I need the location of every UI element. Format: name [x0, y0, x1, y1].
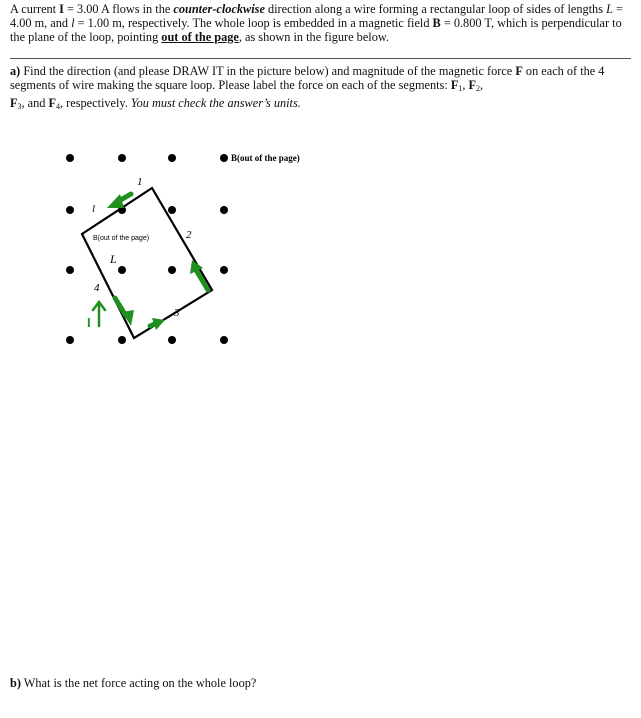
current-label: I: [87, 315, 91, 330]
arrowhead-icon: [107, 194, 124, 208]
field-dot: [66, 336, 74, 344]
intro-text: , as shown in the figure below.: [238, 30, 389, 44]
part-b-text: What is the net force acting on the whole loop?: [20, 676, 257, 690]
segment-label-4: 4: [94, 282, 100, 294]
out-of-page-term: out of the page: [161, 30, 239, 44]
field-dot: [168, 154, 176, 162]
force-sub-2: 2: [476, 84, 481, 93]
field-dot: [220, 154, 228, 162]
field-dot: [66, 154, 74, 162]
separator: ,: [462, 78, 469, 92]
field-dot: [118, 336, 126, 344]
force-label-f4: F: [48, 96, 57, 110]
direction-term: counter-clockwise: [173, 2, 265, 16]
width-symbol: l: [71, 16, 75, 30]
part-a-text: Find the direction (and please DRAW IT in the picture below) and magnitude of the magnetic force: [20, 64, 516, 78]
units-note: You must check the answer’s units.: [130, 96, 301, 110]
field-dot: [220, 266, 228, 274]
field-dot: [168, 336, 176, 344]
field-dot: [168, 206, 176, 214]
segment-label-2: 2: [186, 229, 192, 241]
field-dot: [66, 206, 74, 214]
field-label-inside: B(out of the page): [93, 235, 150, 242]
separator: ,: [480, 78, 484, 92]
force-sub-3: 3: [17, 102, 22, 111]
length-symbol: L: [606, 2, 613, 16]
force-sub-4: 4: [56, 102, 61, 111]
intro-text: = 1.00 m, respectively. The whole loop is embedded in a magnetic field: [74, 16, 433, 30]
intro-text: = 3.00 A flows in the: [63, 2, 174, 16]
part-a-text: on each of the 4 segments of wire making the square loop. Please label the force on each of the segments:: [10, 64, 605, 92]
intro-text: = 4.00 m, and: [10, 2, 623, 30]
field-dot: [66, 266, 74, 274]
part-b-question: [10, 676, 632, 690]
intro-text: = 0.800 T, which is perpendicular to the plane of the loop, pointing: [10, 16, 622, 44]
force-symbol: F: [515, 64, 523, 78]
field-symbol: B: [432, 16, 441, 30]
field-dot: [220, 336, 228, 344]
field-dot: [168, 266, 176, 274]
segment-label-3: 3: [174, 307, 180, 319]
field-dot: [220, 206, 228, 214]
intro-text: direction along a wire forming a rectangular loop of sides of lengths: [264, 2, 607, 16]
current-arrow: [93, 302, 105, 326]
field-dot: [118, 154, 126, 162]
field-legend: B(out of the page): [231, 153, 300, 163]
force-arrows: [107, 194, 208, 330]
field-dot: [118, 266, 126, 274]
segment-label-1: 1: [137, 176, 143, 188]
part-a-text: , respectively.: [60, 96, 131, 110]
intro-text: A current: [10, 2, 60, 16]
force-sub-1: 1: [458, 84, 463, 93]
part-b-label: b): [10, 676, 21, 690]
part-a-label: a): [10, 64, 21, 78]
length-label: L: [110, 252, 117, 266]
force-label-f1: F: [450, 78, 459, 92]
force-label-f3: F: [10, 96, 18, 110]
force-label-f2: F: [468, 78, 477, 92]
separator: , and: [21, 96, 49, 110]
width-label: l: [92, 203, 96, 215]
current-symbol: I: [59, 2, 64, 16]
